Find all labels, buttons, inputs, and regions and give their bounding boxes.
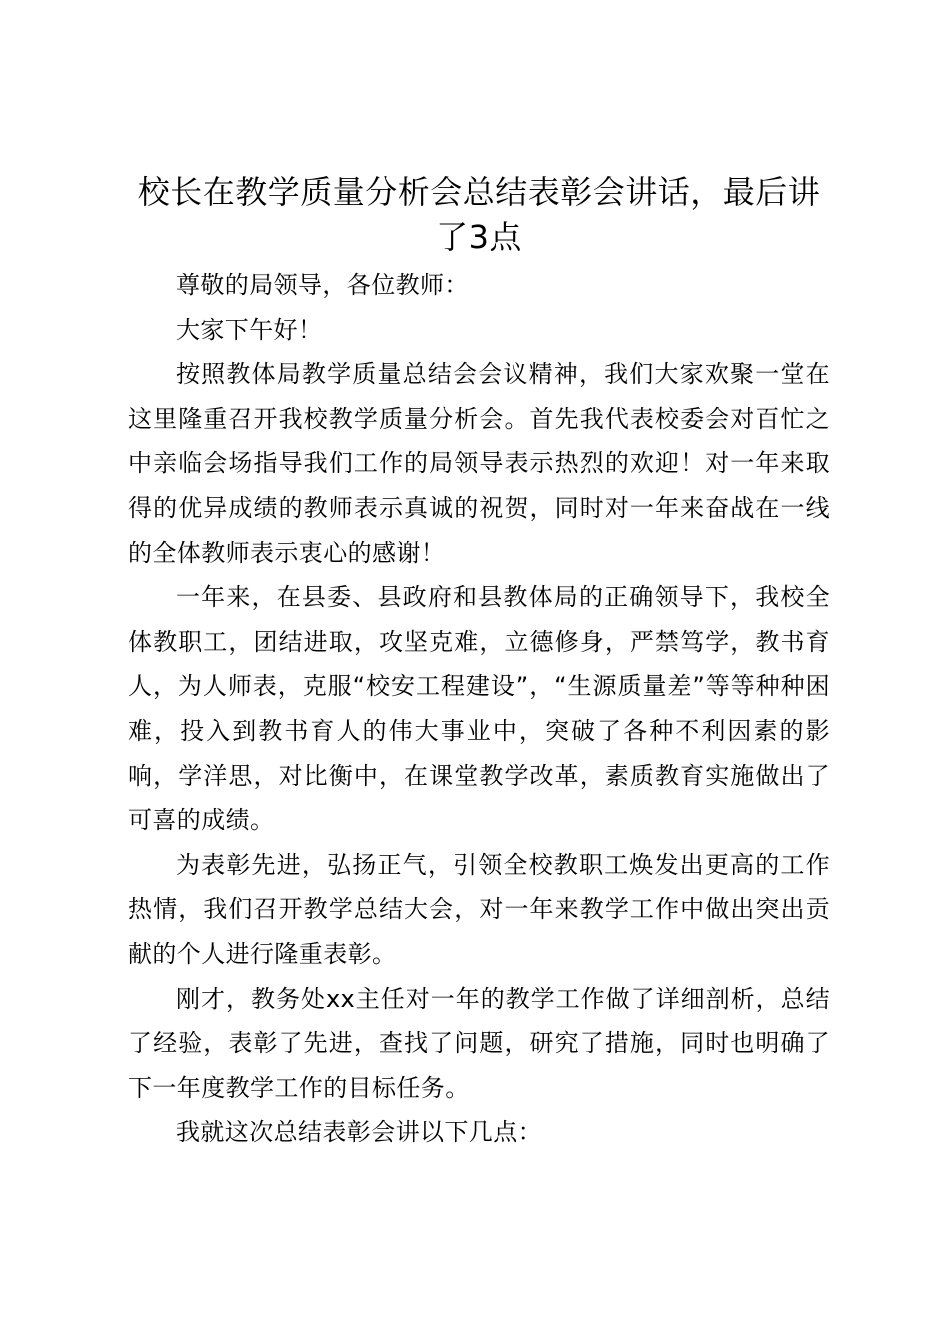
salutation-paragraph: 尊敬的局领导，各位教师： [176, 271, 469, 299]
body-paragraph: 刚才，教务处xx主任对一年的教学工作做了详细剖析，总结了经验，表彰了先进，查找了问题，研究了措施，同时也明确了下一年度教学工作的目标任务。 [128, 984, 830, 1102]
greeting-paragraph: 大家下午好！ [176, 315, 323, 344]
document-page [128, 170, 830, 1155]
body-paragraph: 一年来，在县委、县政府和县教体局的正确领导下，我校全体教职工，团结进取，攻坚克难，立德修身，严禁笃学，教书育人，为人师表，克服“校安工程建设”，“生源质量差”等等种种困难，投入到教书育人的伟大事业中，突破了各种不利因素的影响，学洋思，对比衡中，在课堂教学改革，素质教育实施做出了可喜的成绩。 [128, 583, 830, 835]
body-paragraph: 我就这次总结表彰会讲以下几点： [176, 1118, 542, 1147]
body-paragraph: 按照教体局教学质量总结会会议精神，我们大家欢聚一堂在这里隆重召开我校教学质量分析会。首先我代表校委会对百忙之中亲临会场指导我们工作的局领导表示热烈的欢迎！对一年来取得的优异成绩的教师表示真诚的祝贺，同时对一年来奋战在一线的全体教师表示衷心的感谢！ [128, 360, 830, 567]
document-title: 校长在教学质量分析会总结表彰会讲话，最后讲了3点 [137, 173, 821, 256]
body-paragraph: 为表彰先进，弘扬正气，引领全校教职工焕发出更高的工作热情，我们召开教学总结大会，对一年来教学工作中做出突出贡献的个人进行隆重表彰。 [128, 850, 830, 968]
